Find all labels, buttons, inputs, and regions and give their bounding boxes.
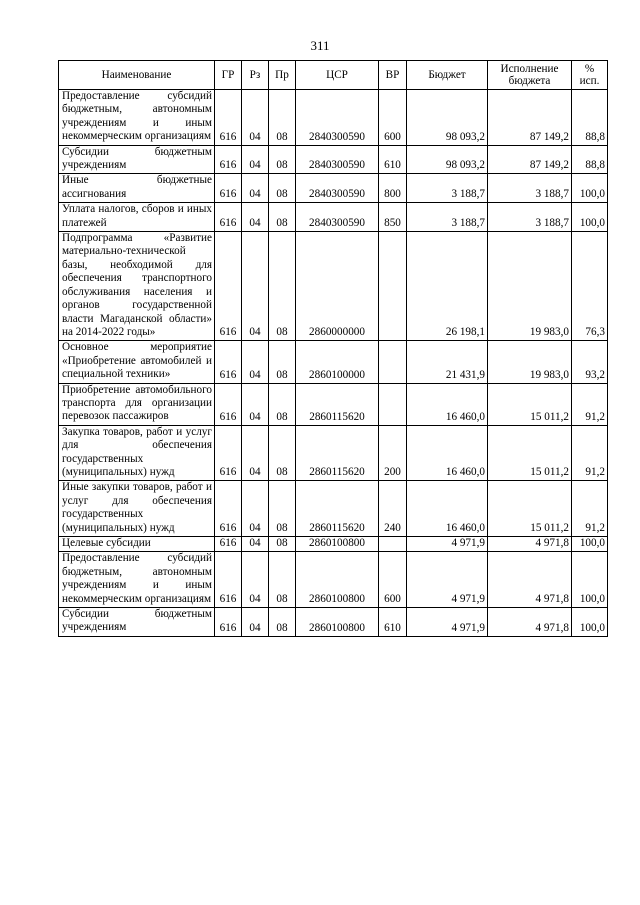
row-budget: 16 460,0 <box>407 383 488 425</box>
row-execution: 15 011,2 <box>488 425 572 481</box>
row-budget: 3 188,7 <box>407 203 488 232</box>
row-rz: 04 <box>242 341 269 383</box>
row-rz: 04 <box>242 90 269 146</box>
row-pr: 08 <box>269 481 296 537</box>
table-row <box>59 383 608 425</box>
row-percent: 91,2 <box>572 425 608 481</box>
table-row <box>59 232 608 341</box>
row-execution: 4 971,8 <box>488 608 572 637</box>
row-csr: 2860000000 <box>296 232 379 341</box>
row-name: Субсидии бюджетным учреждениям <box>59 145 215 174</box>
row-pr: 08 <box>269 203 296 232</box>
row-vr: 610 <box>379 145 407 174</box>
table-row <box>59 552 608 608</box>
row-csr: 2860115620 <box>296 383 379 425</box>
row-vr: 240 <box>379 481 407 537</box>
row-name: Предоставление субсидий бюджетным, автономным учреждениям и иным некоммерческим организациям <box>59 90 215 146</box>
row-execution: 15 011,2 <box>488 481 572 537</box>
row-percent: 93,2 <box>572 341 608 383</box>
row-pr: 08 <box>269 383 296 425</box>
row-pr: 08 <box>269 90 296 146</box>
row-budget: 4 971,9 <box>407 552 488 608</box>
row-vr: 850 <box>379 203 407 232</box>
row-percent: 88,8 <box>572 145 608 174</box>
row-gr: 616 <box>215 537 242 552</box>
row-rz: 04 <box>242 203 269 232</box>
row-execution: 87 149,2 <box>488 145 572 174</box>
row-gr: 616 <box>215 608 242 637</box>
row-execution: 4 971,8 <box>488 537 572 552</box>
row-percent: 88,8 <box>572 90 608 146</box>
row-pr: 08 <box>269 341 296 383</box>
row-budget: 98 093,2 <box>407 145 488 174</box>
table-row <box>59 481 608 537</box>
row-budget: 4 971,9 <box>407 537 488 552</box>
column-header-pr: Пр <box>269 61 296 90</box>
row-budget: 26 198,1 <box>407 232 488 341</box>
row-rz: 04 <box>242 174 269 203</box>
row-execution: 15 011,2 <box>488 383 572 425</box>
column-header-budget: Бюджет <box>407 61 488 90</box>
row-budget: 4 971,9 <box>407 608 488 637</box>
row-pr: 08 <box>269 145 296 174</box>
column-header-percent: % исп. <box>572 61 608 90</box>
row-rz: 04 <box>242 537 269 552</box>
row-percent: 100,0 <box>572 174 608 203</box>
row-vr <box>379 383 407 425</box>
row-rz: 04 <box>242 232 269 341</box>
row-rz: 04 <box>242 425 269 481</box>
row-gr: 616 <box>215 481 242 537</box>
row-budget: 21 431,9 <box>407 341 488 383</box>
row-name: Закупка товаров, работ и услуг для обеспечения государственных (муниципальных) нужд <box>59 425 215 481</box>
row-vr: 200 <box>379 425 407 481</box>
table-header-row <box>59 61 608 90</box>
row-gr: 616 <box>215 383 242 425</box>
row-percent: 100,0 <box>572 608 608 637</box>
row-percent: 91,2 <box>572 383 608 425</box>
row-pr: 08 <box>269 425 296 481</box>
row-rz: 04 <box>242 552 269 608</box>
column-header-execution: Исполнение бюджета <box>488 61 572 90</box>
row-name: Приобретение автомобильного транспорта для организации перевозок пассажиров <box>59 383 215 425</box>
row-name: Подпрограмма «Развитие материально-технической базы, необходимой для обеспечения транспортного обслуживания населения и органов государственной власти Магаданской области» на 2014-2022 годы» <box>59 232 215 341</box>
table-row <box>59 174 608 203</box>
row-percent: 100,0 <box>572 203 608 232</box>
row-pr: 08 <box>269 552 296 608</box>
row-gr: 616 <box>215 90 242 146</box>
row-execution: 19 983,0 <box>488 341 572 383</box>
table-row <box>59 537 608 552</box>
row-name: Целевые субсидии <box>59 537 215 552</box>
row-gr: 616 <box>215 145 242 174</box>
row-csr: 2840300590 <box>296 90 379 146</box>
row-pr: 08 <box>269 608 296 637</box>
row-vr <box>379 232 407 341</box>
row-csr: 2860100800 <box>296 608 379 637</box>
row-vr: 600 <box>379 552 407 608</box>
row-name: Предоставление субсидий бюджетным, автономным учреждениям и иным некоммерческим организациям <box>59 552 215 608</box>
column-header-vr: ВР <box>379 61 407 90</box>
row-pr: 08 <box>269 537 296 552</box>
column-header-gr: ГР <box>215 61 242 90</box>
row-vr: 800 <box>379 174 407 203</box>
column-header-name: Наименование <box>59 61 215 90</box>
budget-table <box>58 60 608 637</box>
row-csr: 2860100000 <box>296 341 379 383</box>
row-percent: 100,0 <box>572 552 608 608</box>
row-rz: 04 <box>242 608 269 637</box>
column-header-csr: ЦСР <box>296 61 379 90</box>
row-execution: 3 188,7 <box>488 203 572 232</box>
row-execution: 87 149,2 <box>488 90 572 146</box>
row-vr <box>379 537 407 552</box>
row-percent: 91,2 <box>572 481 608 537</box>
row-execution: 4 971,8 <box>488 552 572 608</box>
page-number: 311 <box>310 38 330 53</box>
table-row <box>59 203 608 232</box>
row-csr: 2840300590 <box>296 203 379 232</box>
table-row <box>59 341 608 383</box>
row-rz: 04 <box>242 383 269 425</box>
row-name: Иные бюджетные ассигнования <box>59 174 215 203</box>
row-vr: 600 <box>379 90 407 146</box>
row-rz: 04 <box>242 145 269 174</box>
row-csr: 2860115620 <box>296 481 379 537</box>
row-name: Иные закупки товаров, работ и услуг для обеспечения государственных (муниципальных) нужд <box>59 481 215 537</box>
row-gr: 616 <box>215 552 242 608</box>
row-vr <box>379 341 407 383</box>
row-name: Основное мероприятие «Приобретение автомобилей и специальной техники» <box>59 341 215 383</box>
row-execution: 3 188,7 <box>488 174 572 203</box>
table-row <box>59 608 608 637</box>
table-row <box>59 145 608 174</box>
row-name: Субсидии бюджетным учреждениям <box>59 608 215 637</box>
row-gr: 616 <box>215 425 242 481</box>
column-header-rz: Рз <box>242 61 269 90</box>
row-rz: 04 <box>242 481 269 537</box>
row-pr: 08 <box>269 174 296 203</box>
table-row <box>59 90 608 146</box>
row-execution: 19 983,0 <box>488 232 572 341</box>
row-gr: 616 <box>215 203 242 232</box>
row-csr: 2840300590 <box>296 174 379 203</box>
row-gr: 616 <box>215 232 242 341</box>
row-csr: 2860100800 <box>296 552 379 608</box>
row-budget: 16 460,0 <box>407 425 488 481</box>
row-percent: 100,0 <box>572 537 608 552</box>
row-csr: 2840300590 <box>296 145 379 174</box>
row-csr: 2860100800 <box>296 537 379 552</box>
row-gr: 616 <box>215 174 242 203</box>
row-percent: 76,3 <box>572 232 608 341</box>
table-row <box>59 425 608 481</box>
row-name: Уплата налогов, сборов и иных платежей <box>59 203 215 232</box>
row-budget: 3 188,7 <box>407 174 488 203</box>
row-vr: 610 <box>379 608 407 637</box>
row-budget: 98 093,2 <box>407 90 488 146</box>
row-csr: 2860115620 <box>296 425 379 481</box>
row-budget: 16 460,0 <box>407 481 488 537</box>
row-pr: 08 <box>269 232 296 341</box>
row-gr: 616 <box>215 341 242 383</box>
